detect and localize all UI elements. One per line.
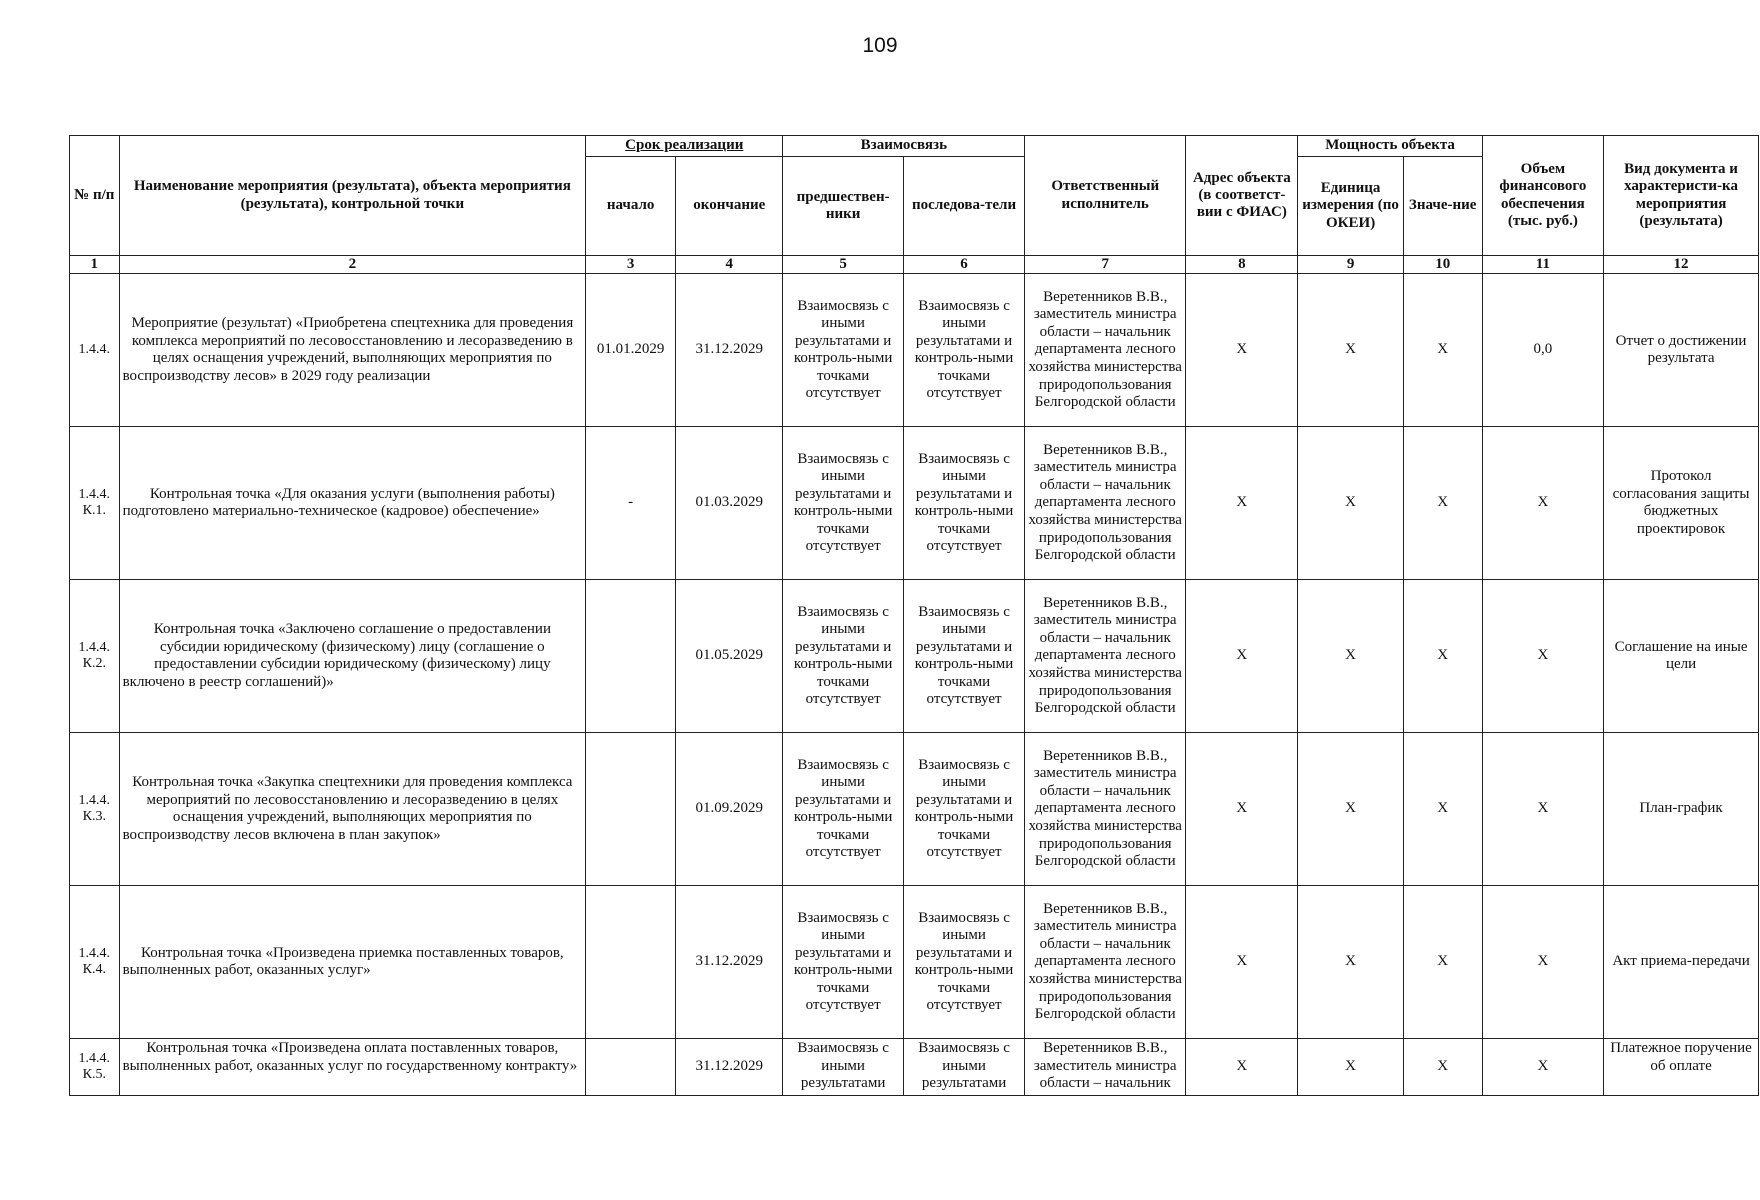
column-number: 9 (1298, 256, 1403, 274)
row-number: 1.4.4. К.3. (70, 733, 120, 886)
row-doc-type: Акт приема-передачи (1604, 886, 1759, 1039)
row-finance: X (1482, 580, 1603, 733)
header-successors: последова-тели (903, 157, 1024, 256)
row-address: X (1186, 427, 1298, 580)
table-header (70, 136, 1759, 274)
row-address: X (1186, 274, 1298, 427)
row-start-date (586, 733, 676, 886)
header-finance: Объем финансового обеспечения (тыс. руб.) (1482, 136, 1603, 256)
row-name: Контрольная точка «Заключено соглашение о предоставлении субсидии юридическому (физическому) лицу (соглашение о предоставлении субсидии юридическому (физическому) лицу включено в реестр соглашений)» (119, 580, 586, 733)
row-predecessors: Взаимосвязь с иными результатами и контроль-ными точками отсутствует (783, 427, 903, 580)
row-start-date (586, 886, 676, 1039)
header-capacity-group: Мощность объекта (1298, 136, 1482, 157)
row-successors: Взаимосвязь с иными результатами и контроль-ными точками отсутствует (903, 733, 1024, 886)
column-number: 3 (586, 256, 676, 274)
row-value: X (1403, 1039, 1482, 1096)
header-executor: Ответственный исполнитель (1025, 136, 1186, 256)
table-row (70, 427, 1759, 580)
row-name: Контрольная точка «Закупка спецтехники для проведения комплекса мероприятий по лесовосстановлению и лесоразведению в целях оснащения учреждений, выполняющих мероприятия по воспроизводству лесов включена в план закупок» (119, 733, 586, 886)
row-unit: X (1298, 886, 1403, 1039)
row-predecessors: Взаимосвязь с иными результатами и контроль-ными точками отсутствует (783, 886, 903, 1039)
row-unit: X (1298, 1039, 1403, 1096)
row-end-date: 31.12.2029 (676, 886, 783, 1039)
column-number: 12 (1604, 256, 1759, 274)
row-address: X (1186, 580, 1298, 733)
row-end-date: 01.03.2029 (676, 427, 783, 580)
row-value: X (1403, 274, 1482, 427)
row-finance: X (1482, 1039, 1603, 1096)
row-successors: Взаимосвязь с иными результатами (903, 1039, 1024, 1096)
row-end-date: 31.12.2029 (676, 1039, 783, 1096)
header-end: окончание (676, 157, 783, 256)
header-doc-type: Вид документа и характеристи-ка мероприятия (результата) (1604, 136, 1759, 256)
row-value: X (1403, 427, 1482, 580)
column-number: 4 (676, 256, 783, 274)
column-number: 7 (1025, 256, 1186, 274)
row-number: 1.4.4. К.5. (70, 1039, 120, 1096)
header-name: Наименование мероприятия (результата), объекта мероприятия (результата), контрольной точки (119, 136, 586, 256)
column-number: 2 (119, 256, 586, 274)
row-executor: Веретенников В.В., заместитель министра области – начальник департамента лесного хозяйства министерства природопользования Белгородской области (1025, 886, 1186, 1039)
row-number: 1.4.4. К.2. (70, 580, 120, 733)
header-value: Значе-ние (1403, 157, 1482, 256)
row-number: 1.4.4. К.1. (70, 427, 120, 580)
header-term-group: Срок реализации (586, 136, 783, 157)
table-row (70, 580, 1759, 733)
row-predecessors: Взаимосвязь с иными результатами и контроль-ными точками отсутствует (783, 733, 903, 886)
table-row (70, 1039, 1759, 1096)
row-unit: X (1298, 274, 1403, 427)
row-executor: Веретенников В.В., заместитель министра области – начальник департамента лесного хозяйства министерства природопользования Белгородской области (1025, 733, 1186, 886)
row-doc-type: Платежное поручение об оплате (1604, 1039, 1759, 1096)
header-start: начало (586, 157, 676, 256)
row-successors: Взаимосвязь с иными результатами и контроль-ными точками отсутствует (903, 274, 1024, 427)
row-unit: X (1298, 733, 1403, 886)
row-value: X (1403, 580, 1482, 733)
row-start-date (586, 580, 676, 733)
row-number: 1.4.4. (70, 274, 120, 427)
column-number: 8 (1186, 256, 1298, 274)
row-doc-type: Соглашение на иные цели (1604, 580, 1759, 733)
page-number: 109 (862, 34, 898, 57)
row-predecessors: Взаимосвязь с иными результатами и контроль-ными точками отсутствует (783, 274, 903, 427)
row-start-date (586, 1039, 676, 1096)
table-row (70, 274, 1759, 427)
row-end-date: 31.12.2029 (676, 274, 783, 427)
column-number: 5 (783, 256, 903, 274)
row-executor: Веретенников В.В., заместитель министра области – начальник (1025, 1039, 1186, 1096)
row-end-date: 01.09.2029 (676, 733, 783, 886)
row-executor: Веретенников В.В., заместитель министра области – начальник департамента лесного хозяйства министерства природопользования Белгородской области (1025, 274, 1186, 427)
column-number-row (70, 256, 1759, 274)
row-finance: X (1482, 886, 1603, 1039)
row-executor: Веретенников В.В., заместитель министра области – начальник департамента лесного хозяйства министерства природопользования Белгородской области (1025, 580, 1186, 733)
row-address: X (1186, 886, 1298, 1039)
header-address: Адрес объекта (в соответст-вии с ФИАС) (1186, 136, 1298, 256)
row-start-date: 01.01.2029 (586, 274, 676, 427)
row-end-date: 01.05.2029 (676, 580, 783, 733)
row-finance: 0,0 (1482, 274, 1603, 427)
row-doc-type: Отчет о достижении результата (1604, 274, 1759, 427)
row-successors: Взаимосвязь с иными результатами и контроль-ными точками отсутствует (903, 580, 1024, 733)
table-row (70, 886, 1759, 1039)
row-value: X (1403, 886, 1482, 1039)
row-start-date: - (586, 427, 676, 580)
column-number: 1 (70, 256, 120, 274)
row-successors: Взаимосвязь с иными результатами и контроль-ными точками отсутствует (903, 427, 1024, 580)
row-finance: X (1482, 427, 1603, 580)
header-num: № п/п (70, 136, 120, 256)
header-predecessors: предшествен-ники (783, 157, 903, 256)
row-finance: X (1482, 733, 1603, 886)
row-name: Контрольная точка «Произведена оплата поставленных товаров, выполненных работ, оказанных услуг по государственному контракту» (119, 1039, 586, 1096)
row-value: X (1403, 733, 1482, 886)
row-doc-type: План-график (1604, 733, 1759, 886)
row-name: Контрольная точка «Для оказания услуги (выполнения работы) подготовлено материально-техническое (кадровое) обеспечение» (119, 427, 586, 580)
column-number: 11 (1482, 256, 1603, 274)
column-number: 6 (903, 256, 1024, 274)
header-link-group: Взаимосвязь (783, 136, 1025, 157)
implementation-plan-table (69, 135, 1759, 1096)
row-successors: Взаимосвязь с иными результатами и контроль-ными точками отсутствует (903, 886, 1024, 1039)
row-name: Мероприятие (результат) «Приобретена спецтехника для проведения комплекса мероприятий по лесовосстановлению и лесоразведению в целях оснащения учреждений, выполняющих мероприятия по воспроизводству лесов» в 2029 году реализации (119, 274, 586, 427)
table-row (70, 733, 1759, 886)
row-unit: X (1298, 580, 1403, 733)
row-unit: X (1298, 427, 1403, 580)
row-executor: Веретенников В.В., заместитель министра области – начальник департамента лесного хозяйства министерства природопользования Белгородской области (1025, 427, 1186, 580)
row-predecessors: Взаимосвязь с иными результатами и контроль-ными точками отсутствует (783, 580, 903, 733)
row-predecessors: Взаимосвязь с иными результатами (783, 1039, 903, 1096)
row-number: 1.4.4. К.4. (70, 886, 120, 1039)
column-number: 10 (1403, 256, 1482, 274)
header-unit: Единица измерения (по ОКЕИ) (1298, 157, 1403, 256)
row-address: X (1186, 733, 1298, 886)
row-doc-type: Протокол согласования защиты бюджетных проектировок (1604, 427, 1759, 580)
row-name: Контрольная точка «Произведена приемка поставленных товаров, выполненных работ, оказанных услуг» (119, 886, 586, 1039)
row-address: X (1186, 1039, 1298, 1096)
